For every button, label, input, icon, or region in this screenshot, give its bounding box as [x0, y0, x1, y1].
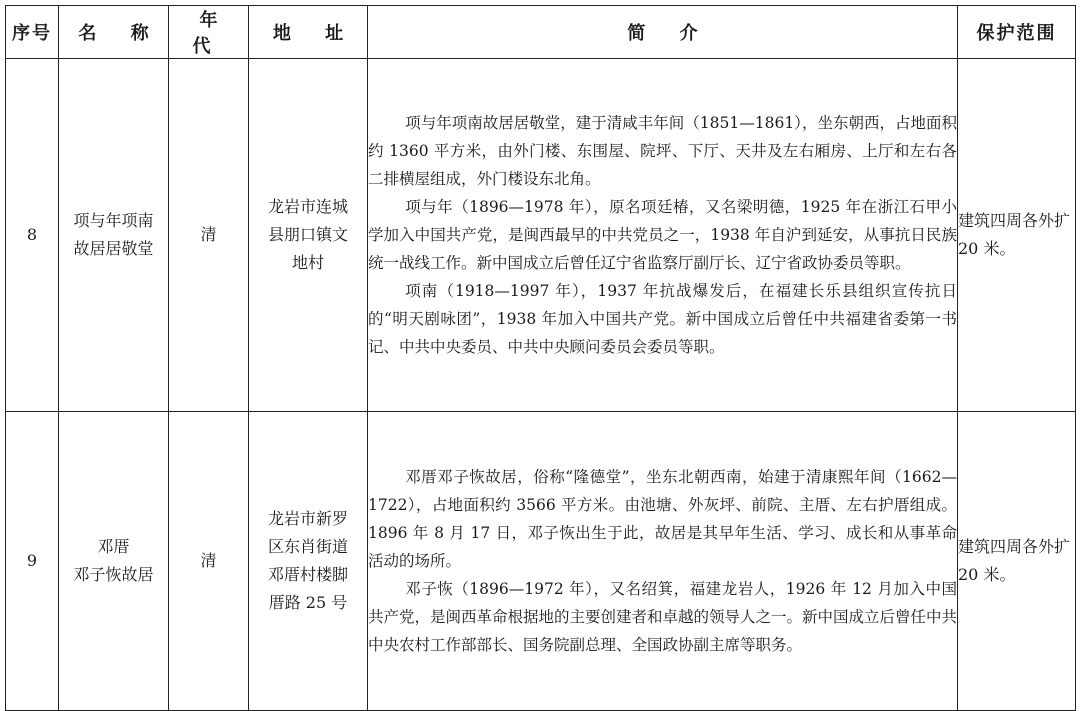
intro-paragraph: 项南（1918—1997 年），1937 年抗战爆发后，在福建长乐县组织宣传抗日的“明天剧咏团”，1938 年加入中国共产党。新中国成立后曾任中共福建省委第一书记、中共中央委员、中共中央顾问委员会委员等职。 — [368, 282, 957, 356]
name-line: 项与年项南 — [73, 211, 154, 230]
cell-name — [59, 59, 169, 412]
address-line: 县朋口镇文 — [267, 225, 348, 244]
cell-era: 清 — [169, 59, 249, 412]
table-row — [6, 412, 1076, 711]
table-row — [6, 59, 1076, 412]
cell-protection: 建筑四周各外扩 20 米。 — [958, 412, 1076, 711]
address-line: 地村 — [291, 253, 324, 272]
cell-era: 清 — [169, 412, 249, 711]
intro-paragraph: 项与年（1896—1978 年），原名项廷椿，又名梁明德，1925 年在浙江石甲小学加入中国共产党，是闽西最早的中共党员之一，1938 年自沪到延安，从事抗日民族统一战线工作。新中国成立后曾任辽宁省监察厅副厅长、辽宁省政协委员等职。 — [368, 198, 957, 272]
cell-address — [249, 59, 368, 412]
address-line: 邓厝村楼脚 — [267, 565, 348, 584]
header-protection: 保护范围 — [958, 6, 1076, 59]
cell-intro — [368, 412, 958, 711]
header-index: 序号 — [6, 6, 59, 59]
cell-name — [59, 412, 169, 711]
name-line: 邓厝 — [97, 537, 130, 556]
header-intro: 简 介 — [368, 6, 958, 59]
name-line: 邓子恢故居 — [73, 565, 154, 584]
address-line: 区东肖街道 — [267, 537, 348, 556]
heritage-table — [5, 5, 1076, 711]
header-address: 地 址 — [249, 6, 368, 59]
header-name: 名 称 — [59, 6, 169, 59]
cell-index: 9 — [6, 412, 59, 711]
header-era: 年 代 — [169, 6, 249, 59]
address-line: 龙岩市连城 — [267, 197, 348, 216]
intro-paragraph: 邓厝邓子恢故居，俗称“隆德堂”，坐东北朝西南，始建于清康熙年间（1662—1722），占地面积约 3566 平方米。由池塘、外灰坪、前院、主厝、左右护厝组成。1896 年 8 月 17 日，邓子恢出生于此，故居是其早年生活、学习、成长和从事革命活动的场所。 — [368, 468, 957, 570]
cell-address — [249, 412, 368, 711]
name-line: 故居居敬堂 — [73, 239, 154, 258]
cell-protection: 建筑四周各外扩 20 米。 — [958, 59, 1076, 412]
address-line: 龙岩市新罗 — [267, 509, 348, 528]
cell-index: 8 — [6, 59, 59, 412]
address-line: 厝路 25 号 — [268, 593, 348, 612]
intro-paragraph: 项与年项南故居居敬堂，建于清咸丰年间（1851—1861），坐东朝西，占地面积约 1360 平方米，由外门楼、东围屋、院坪、下厅、天井及左右厢房、上厅和左右各二排横屋组成，外门楼设东北角。 — [368, 114, 957, 188]
cell-intro — [368, 59, 958, 412]
intro-paragraph: 邓子恢（1896—1972 年），又名绍箕，福建龙岩人，1926 年 12 月加入中国共产党，是闽西革命根据地的主要创建者和卓越的领导人之一。新中国成立后曾任中共中央农村工作部部长、国务院副总理、全国政协副主席等职务。 — [368, 580, 958, 654]
header-row — [6, 6, 1076, 59]
